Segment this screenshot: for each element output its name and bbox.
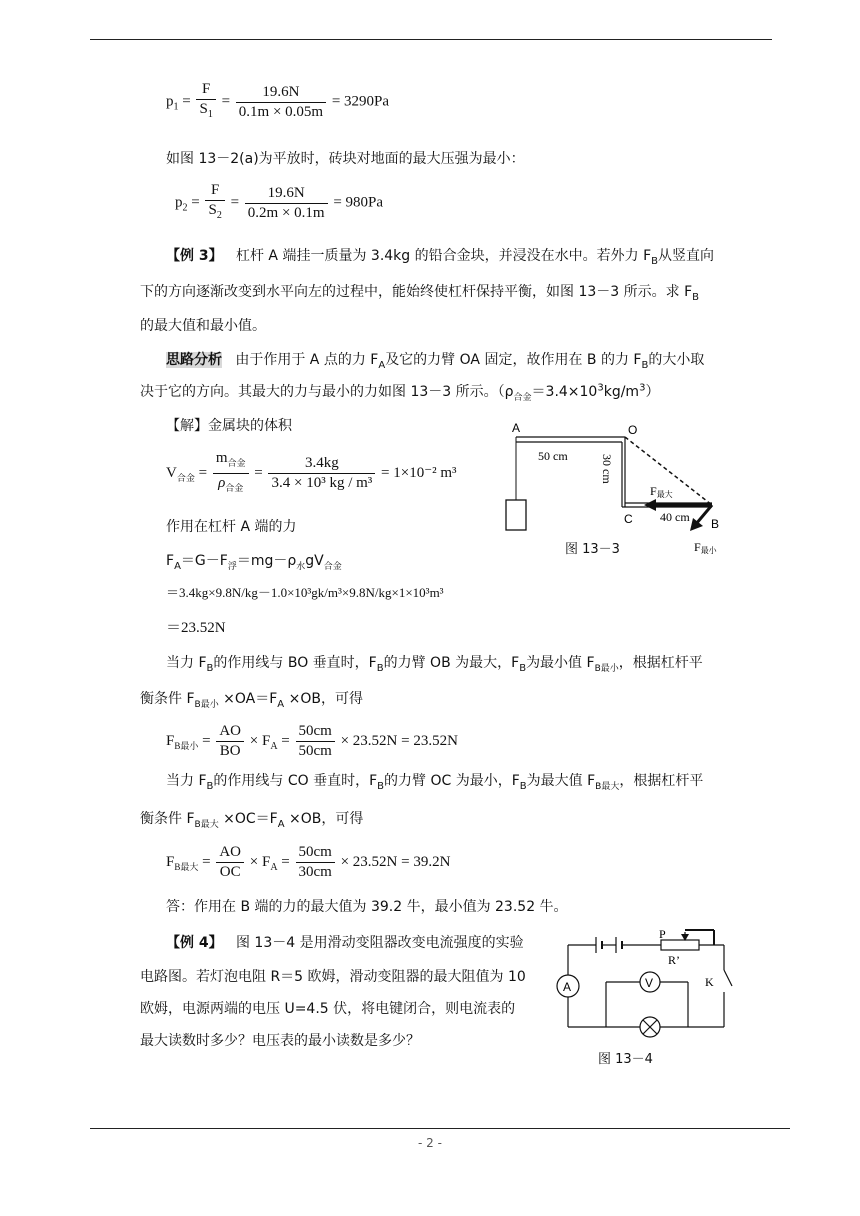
p2-intro: 如图 13－2(a)为平放时，砖块对地面的最大压强为最小： [166,151,525,167]
bottom-rule [90,1128,790,1129]
figure-13-4-circuit [554,922,754,1042]
example4-line-4: 最大读数时多少？电压表的最小读数是多少？ [140,1033,420,1049]
formula-fb-max: $F_{B最大}$ = $\frac{AO}{OC}$ × $F_A$ = $\frac{50cm}{30cm}$ × 23.52N = 39.2N [166,844,451,880]
analysis-line-2: 决于它的方向。其最大的力与最小的力如图 13－3 所示。$(\rho_{合金}=3.4\times 10^3kg/m^3)$ [140,382,660,403]
calc-result: ＝23.52N [166,620,226,636]
example3-answer: 答：作用在 B 端的力的最大值为 39.2 牛，最小值为 23.52 牛。 [166,899,568,915]
label-f-min: F最小 [694,540,717,555]
max-condition-line-2: 衡条件 $F_{B最大} \times OC=F_A \times OB$，可得 [140,811,364,830]
analysis-line-1: 思路分析 由于作用于 A 点的力 $F_A$及它的力臂 OA 固定，故作用在 B 的力 $F_B$的大小取 [166,352,705,371]
formula-p1: $p_1$ = $\frac{F}{S_1}$ = $\frac{19.6N}{0.1m \times 0.05m}$ = 3290Pa [166,81,390,120]
label-c: C [624,512,633,526]
label-k: K [705,975,714,989]
min-condition-line-2: 衡条件 $F_{B最小} \times OA=F_A \times OB$，可得 [140,691,363,710]
example3-tag: 【例 3】 [166,248,223,264]
switch-k [724,970,732,986]
label-voltmeter: V [645,976,654,990]
example3-line-1: 【例 3】 杠杆 A 端挂一质量为 3.4kg 的铅合金块，并浸没在水中。若外力 $F_B$从竖直向 [166,248,714,267]
length-cb: 40 cm [660,510,690,524]
solution-tag: 【解】金属块的体积 [166,418,292,434]
length-oc: 30 cm [600,454,614,484]
alloy-block [506,500,526,530]
fa-line: $F_A=G-F_浮=mg-\rho_水gV_{合金}$ [166,553,342,572]
max-condition-line-1: 当力 $F_B$的作用线与 CO 垂直时，$F_B$的力臂 OC 为最小，$F_B$为最大值 $F_{B最大}$，根据杠杆平 [166,773,704,792]
rheostat [661,940,699,950]
example4-line-1: 【例 4】 图 13－4 是用滑动变阻器改变电流强度的实验 [166,935,524,951]
label-b: B [711,517,720,531]
min-condition-line-1: 当力 $F_B$的作用线与 BO 垂直时，$F_B$的力臂 OB 为最大，$F_B$为最小值 $F_{B最小}$，根据杠杆平 [166,655,703,674]
label-ammeter: A [563,980,572,994]
force-min-arrow [696,505,712,524]
page-number: - 2 - [418,1136,442,1150]
label-f-max: F最大 [650,484,673,499]
formula-fb-min: $F_{B最小}$ = $\frac{AO}{BO}$ × $F_A$ = $\frac{50cm}{50cm}$ × 23.52N = 23.52N [166,723,458,759]
analysis-tag: 思路分析 [166,352,222,368]
formula-volume: $V_{合金}$ = $\frac{m_{合金}}{\rho_{合金}}$ = $\frac{3.4kg}{\text{3.4 × 10³ kg / m³}}$ = 1×10⁻² m³ [166,450,457,493]
force-intro: 作用在杠杆 A 端的力 [166,519,297,535]
length-ao: 50 cm [538,449,568,463]
label-p: P [659,927,666,941]
figure-13-3-caption: 图 13－3 [565,542,620,557]
example4-line-3: 欧姆，电源两端的电压 U=4.5 伏，将电键闭合，则电流表的 [140,1001,516,1017]
figure-13-4-caption: 图 13－4 [598,1052,653,1067]
label-a: A [512,421,521,435]
example3-line-2: 下的方向逐渐改变到水平向左的过程中，能始终使杠杆保持平衡，如图 13－3 所示。求 $F_B$ [140,284,699,303]
formula-p2: $p_2$ = $\frac{F}{S_2}$ = $\frac{19.6N}{0.2m \times 0.1m}$ = 980Pa [175,182,384,221]
label-o: O [628,423,638,437]
example4-line-2: 电路图。若灯泡电阻 R＝5 欧姆，滑动变阻器的最大阻值为 10 [140,969,526,985]
example4-tag: 【例 4】 [166,935,223,951]
calc-line: ＝3.4kg×9.8N/kg－1.0×10³gk/m³×9.8N/kg×1×10³m³ [166,585,444,600]
example3-line-3: 的最大值和最小值。 [140,318,266,334]
label-r-prime: R’ [668,953,680,967]
top-rule [90,39,772,40]
